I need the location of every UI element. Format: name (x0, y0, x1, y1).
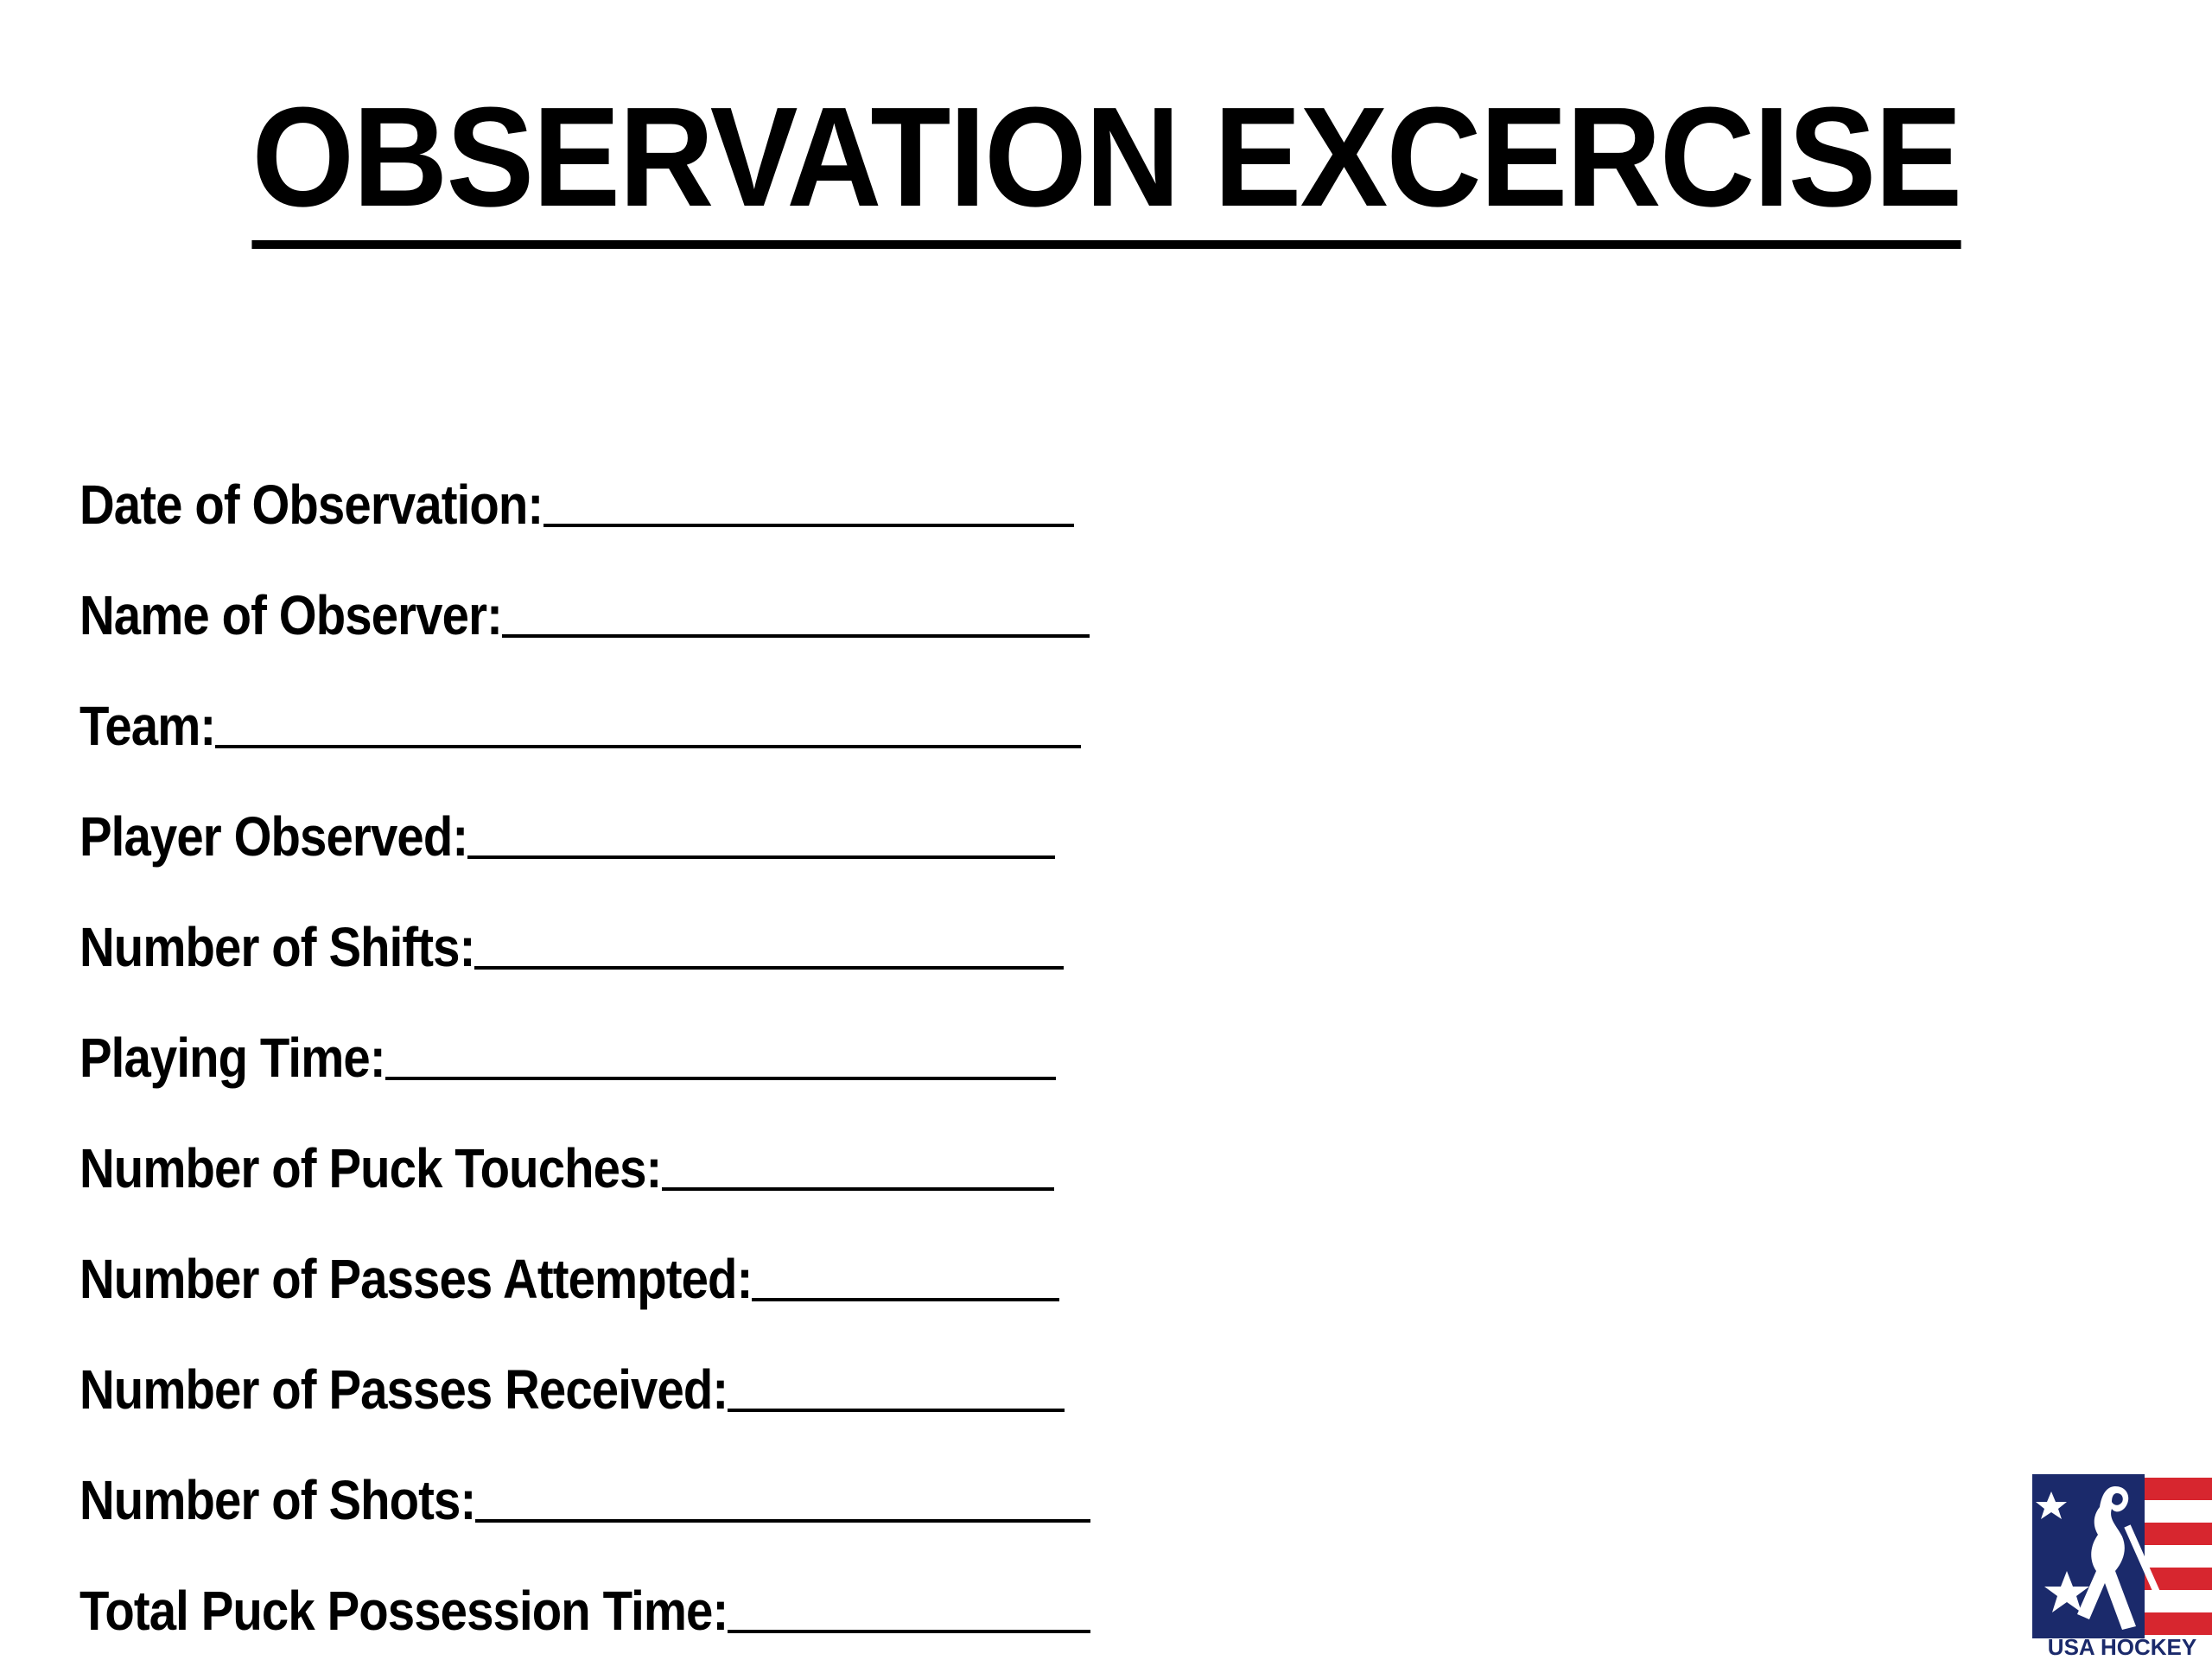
blank-fill-line[interactable] (385, 1077, 1056, 1080)
form-field-row (79, 754, 1203, 868)
form-field-row (79, 975, 1203, 1089)
form-field-row (79, 532, 1203, 646)
form-field-row (79, 1528, 1203, 1642)
blank-fill-line[interactable] (728, 1409, 1065, 1412)
field-label: Number of Shifts: (79, 916, 475, 978)
field-label: Number of Passes Attempted: (79, 1248, 753, 1310)
logo-text: USA HOCKEY (2047, 1634, 2197, 1660)
field-label: Number of Shots: (79, 1469, 476, 1531)
form-field-row (79, 1085, 1203, 1199)
blank-fill-line[interactable] (475, 1519, 1090, 1523)
field-label: Number of Passes Received: (79, 1358, 728, 1421)
blank-fill-line[interactable] (543, 524, 1074, 527)
blank-fill-line[interactable] (752, 1298, 1059, 1301)
form-field-row (79, 864, 1203, 978)
observation-form (79, 422, 1203, 1642)
form-field-row (79, 1307, 1203, 1421)
field-label: Team: (79, 695, 216, 757)
field-label: Total Puck Possession Time: (79, 1580, 728, 1642)
blank-fill-line[interactable] (502, 634, 1090, 638)
field-label: Player Observed: (79, 805, 468, 868)
form-field-row (79, 1417, 1203, 1531)
usa-hockey-logo (2032, 1474, 2212, 1659)
field-label: Name of Observer: (79, 584, 502, 646)
field-label: Date of Observation: (79, 474, 543, 536)
form-field-row (79, 422, 1203, 536)
form-field-row (79, 1196, 1203, 1310)
page-title: OBSERVATION EXCERCISE (251, 86, 1961, 249)
blank-fill-line[interactable] (662, 1187, 1054, 1191)
usa-hockey-emblem-icon (2032, 1474, 2212, 1638)
field-label: Playing Time: (79, 1027, 385, 1089)
blank-fill-line[interactable] (215, 745, 1081, 748)
form-field-row (79, 643, 1203, 757)
field-label: Number of Puck Touches: (79, 1137, 662, 1199)
blank-fill-line[interactable] (728, 1630, 1090, 1633)
blank-fill-line[interactable] (474, 966, 1064, 970)
title-wrap (0, 78, 2212, 249)
blank-fill-line[interactable] (467, 855, 1055, 859)
